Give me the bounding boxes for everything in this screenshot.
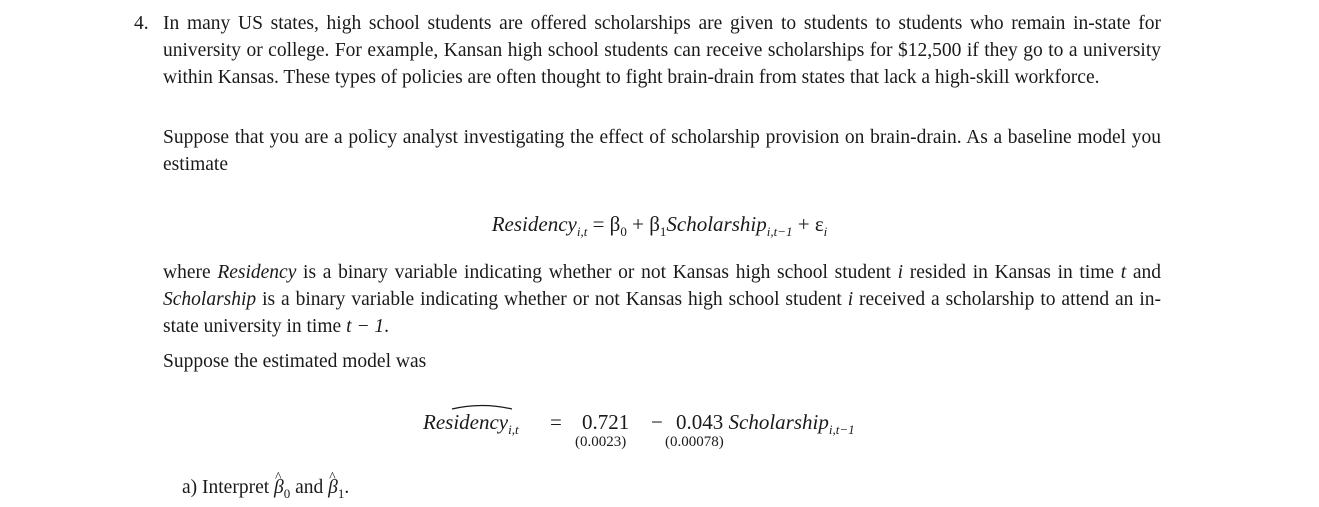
eq2-lhs: Residency <box>423 410 509 434</box>
eq2-intercept-se: (0.0023) <box>575 434 627 450</box>
intro-paragraph: In many US states, high school students are offered scholarships are given to students to students who remain in-state for university or college. For example, Kansan high school students can receive scholarships for $12,500 if they go to a university within Kansas. These types of policies are often thought to fight brain-drain from states that lack a high-skill workforce. <box>163 13 1161 88</box>
eq1-rhs-a: = β <box>592 212 621 236</box>
eq2-lhs-group <box>423 410 519 438</box>
def-text-1: where <box>163 262 218 283</box>
eq1-lhs: Residency <box>491 212 577 236</box>
eq2-variable: Scholarship <box>728 410 829 434</box>
estimated-model-intro: Suppose the estimated model was <box>163 351 427 372</box>
question-a-label: a) Interpret <box>182 477 275 498</box>
beta1-subscript: 1 <box>337 485 345 501</box>
def-i-1: i <box>897 262 904 283</box>
eq2-intercept: 0.721 <box>582 410 630 434</box>
def-text-7: . <box>384 316 390 337</box>
eq2-slope-se: (0.00078) <box>665 434 724 450</box>
question-number: 4. <box>134 13 149 34</box>
beta1-symbol: β <box>328 477 338 498</box>
eq1-lhs-subscript: i,t <box>576 224 588 240</box>
eq2-variable-subscript: i,t−1 <box>828 422 855 438</box>
def-t: t <box>1120 262 1127 283</box>
eq2-lhs-subscript: i,t <box>508 422 519 438</box>
def-t-minus-1: t − 1 <box>346 316 385 337</box>
eq2-slope: 0.043 <box>676 410 724 434</box>
beta1-hat <box>328 474 338 501</box>
beta0-hat <box>274 474 284 501</box>
def-i-2: i <box>847 289 854 310</box>
def-text-6: received a scholarship to attend an in-state university in time <box>163 289 1161 337</box>
eq1-variable-subscript: i,t−1 <box>766 224 793 240</box>
eq2-equals: = <box>550 410 562 434</box>
baseline-model-equation <box>0 212 1319 240</box>
def-text-2: is a binary variable indicating whether or not Kansas high school student <box>296 262 898 283</box>
question-a-and: and <box>290 477 329 498</box>
definitions-paragraph <box>163 259 1161 340</box>
eq1-variable: Scholarship <box>666 212 767 236</box>
eq1-b1-subscript: 1 <box>659 224 667 240</box>
def-scholarship: Scholarship <box>163 289 257 310</box>
question-a <box>182 474 349 507</box>
eq1-rhs-b: + β <box>626 212 660 236</box>
beta0-subscript: 0 <box>283 485 291 501</box>
beta0-symbol: β <box>274 477 284 498</box>
def-text-3: resided in Kansas in time <box>903 262 1121 283</box>
def-text-5: is a binary variable indicating whether or not Kansas high school student <box>256 289 848 310</box>
question-a-end: . <box>344 477 350 498</box>
eq2-minus: − <box>651 410 663 434</box>
eq1-rhs-c: + ε <box>792 212 824 236</box>
def-text-4: and <box>1126 262 1162 283</box>
eq1-b0-subscript: 0 <box>620 224 627 240</box>
def-residency: Residency <box>217 262 297 283</box>
eq1-epsilon-subscript: i <box>823 224 828 240</box>
setup-paragraph: Suppose that you are a policy analyst investigating the effect of scholarship provision on brain-drain. As a baseline model you estimate <box>163 127 1161 175</box>
